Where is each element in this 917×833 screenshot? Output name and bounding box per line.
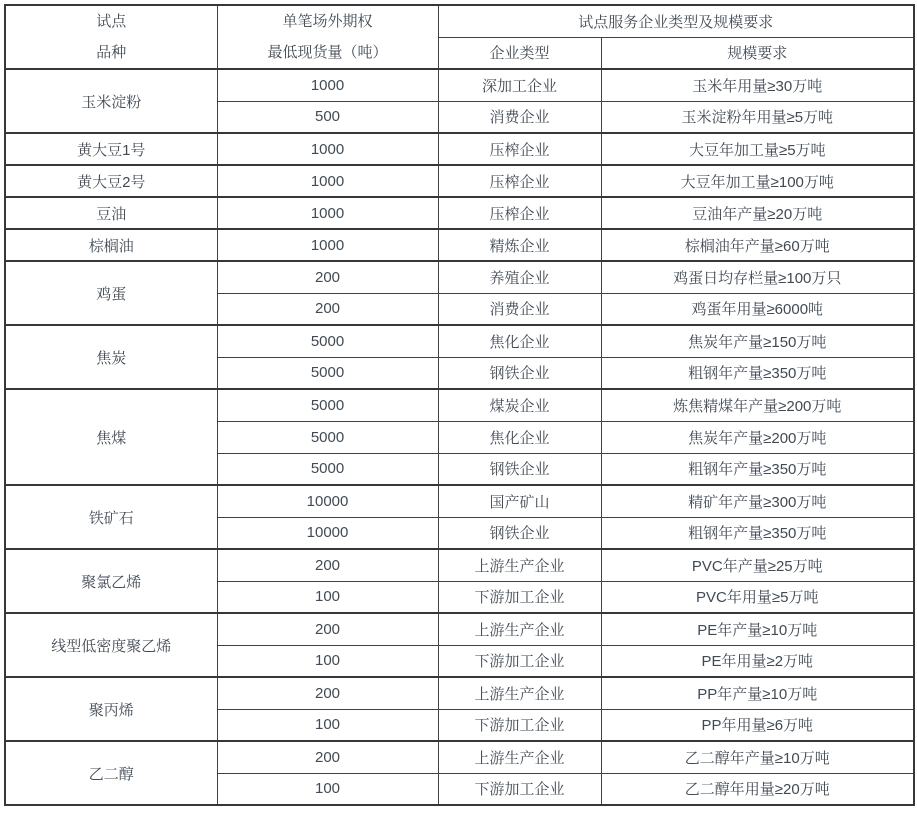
quantity-cell: 5000 <box>217 453 438 485</box>
product-cell: 聚氯乙烯 <box>5 549 217 613</box>
table-header <box>5 5 914 69</box>
enterprise-type-cell: 精炼企业 <box>438 229 601 261</box>
enterprise-type-cell: 压榨企业 <box>438 165 601 197</box>
enterprise-type-cell: 钢铁企业 <box>438 453 601 485</box>
enterprise-type-cell: 钢铁企业 <box>438 517 601 549</box>
requirement-cell: 玉米淀粉年用量≥5万吨 <box>601 101 914 133</box>
enterprise-type-cell: 压榨企业 <box>438 197 601 229</box>
requirement-cell: 粗钢年产量≥350万吨 <box>601 517 914 549</box>
requirement-cell: 乙二醇年产量≥10万吨 <box>601 741 914 773</box>
requirement-cell: 炼焦精煤年产量≥200万吨 <box>601 389 914 421</box>
requirement-cell: PP年产量≥10万吨 <box>601 677 914 709</box>
enterprise-type-cell: 钢铁企业 <box>438 357 601 389</box>
requirement-cell: PE年产量≥10万吨 <box>601 613 914 645</box>
quantity-cell: 5000 <box>217 421 438 453</box>
enterprise-type-cell: 国产矿山 <box>438 485 601 517</box>
product-cell: 豆油 <box>5 197 217 229</box>
table-row <box>5 229 914 261</box>
quantity-cell: 1000 <box>217 229 438 261</box>
requirement-cell: 大豆年加工量≥100万吨 <box>601 165 914 197</box>
requirement-cell: 精矿年产量≥300万吨 <box>601 485 914 517</box>
header-pilot-variety <box>5 5 217 69</box>
enterprise-type-cell: 压榨企业 <box>438 133 601 165</box>
requirement-cell: 鸡蛋日均存栏量≥100万只 <box>601 261 914 293</box>
product-cell: 棕榈油 <box>5 229 217 261</box>
quantity-cell: 10000 <box>217 485 438 517</box>
enterprise-type-cell: 下游加工企业 <box>438 581 601 613</box>
table-body <box>5 69 914 805</box>
quantity-cell: 5000 <box>217 357 438 389</box>
header-min-spot-quantity <box>217 5 438 69</box>
quantity-cell: 200 <box>217 741 438 773</box>
enterprise-type-cell: 上游生产企业 <box>438 741 601 773</box>
requirement-cell: 焦炭年产量≥150万吨 <box>601 325 914 357</box>
table-row <box>5 549 914 581</box>
table-row <box>5 261 914 293</box>
quantity-cell: 5000 <box>217 325 438 357</box>
header-min-spot-line1: 单笔场外期权 <box>282 13 373 30</box>
header-pilot-line1: 试点 <box>96 13 127 30</box>
header-enterprise-group: 试点服务企业类型及规模要求 <box>438 5 914 37</box>
enterprise-type-cell: 消费企业 <box>438 293 601 325</box>
enterprise-type-cell: 上游生产企业 <box>438 677 601 709</box>
table-row <box>5 485 914 517</box>
table-row <box>5 613 914 645</box>
table-row <box>5 741 914 773</box>
quantity-cell: 100 <box>217 773 438 805</box>
product-cell: 鸡蛋 <box>5 261 217 325</box>
requirement-cell: PP年用量≥6万吨 <box>601 709 914 741</box>
quantity-cell: 1000 <box>217 69 438 101</box>
requirement-cell: 焦炭年产量≥200万吨 <box>601 421 914 453</box>
requirement-cell: 粗钢年产量≥350万吨 <box>601 453 914 485</box>
table-row <box>5 389 914 421</box>
quantity-cell: 200 <box>217 261 438 293</box>
requirement-cell: 棕榈油年产量≥60万吨 <box>601 229 914 261</box>
header-pilot-line2: 品种 <box>96 44 127 61</box>
enterprise-type-cell: 下游加工企业 <box>438 709 601 741</box>
product-cell: 玉米淀粉 <box>5 69 217 133</box>
requirement-cell: 大豆年加工量≥5万吨 <box>601 133 914 165</box>
quantity-cell: 1000 <box>217 133 438 165</box>
quantity-cell: 200 <box>217 677 438 709</box>
quantity-cell: 200 <box>217 293 438 325</box>
enterprise-type-cell: 下游加工企业 <box>438 645 601 677</box>
table-row <box>5 197 914 229</box>
product-cell: 乙二醇 <box>5 741 217 805</box>
enterprise-type-cell: 深加工企业 <box>438 69 601 101</box>
enterprise-type-cell: 煤炭企业 <box>438 389 601 421</box>
enterprise-type-cell: 焦化企业 <box>438 325 601 357</box>
product-cell: 黄大豆2号 <box>5 165 217 197</box>
quantity-cell: 10000 <box>217 517 438 549</box>
enterprise-type-cell: 养殖企业 <box>438 261 601 293</box>
quantity-cell: 5000 <box>217 389 438 421</box>
quantity-cell: 100 <box>217 645 438 677</box>
requirement-cell: 玉米年用量≥30万吨 <box>601 69 914 101</box>
requirement-cell: 鸡蛋年用量≥6000吨 <box>601 293 914 325</box>
requirement-cell: PE年用量≥2万吨 <box>601 645 914 677</box>
product-cell: 焦炭 <box>5 325 217 389</box>
requirement-cell: 豆油年产量≥20万吨 <box>601 197 914 229</box>
product-cell: 聚丙烯 <box>5 677 217 741</box>
pilot-commodity-table <box>4 4 915 806</box>
product-cell: 线型低密度聚乙烯 <box>5 613 217 677</box>
table-row <box>5 165 914 197</box>
enterprise-type-cell: 焦化企业 <box>438 421 601 453</box>
quantity-cell: 100 <box>217 709 438 741</box>
quantity-cell: 500 <box>217 101 438 133</box>
product-cell: 黄大豆1号 <box>5 133 217 165</box>
header-min-spot-line2: 最低现货量（吨） <box>267 44 388 61</box>
enterprise-type-cell: 下游加工企业 <box>438 773 601 805</box>
table-row <box>5 677 914 709</box>
quantity-cell: 100 <box>217 581 438 613</box>
quantity-cell: 200 <box>217 549 438 581</box>
quantity-cell: 1000 <box>217 165 438 197</box>
requirement-cell: PVC年用量≥5万吨 <box>601 581 914 613</box>
header-enterprise-type: 企业类型 <box>438 37 601 69</box>
quantity-cell: 200 <box>217 613 438 645</box>
enterprise-type-cell: 上游生产企业 <box>438 613 601 645</box>
enterprise-type-cell: 消费企业 <box>438 101 601 133</box>
requirement-cell: 粗钢年产量≥350万吨 <box>601 357 914 389</box>
table-row <box>5 69 914 101</box>
quantity-cell: 1000 <box>217 197 438 229</box>
requirement-cell: PVC年产量≥25万吨 <box>601 549 914 581</box>
table-row <box>5 133 914 165</box>
product-cell: 焦煤 <box>5 389 217 485</box>
requirement-cell: 乙二醇年用量≥20万吨 <box>601 773 914 805</box>
enterprise-type-cell: 上游生产企业 <box>438 549 601 581</box>
product-cell: 铁矿石 <box>5 485 217 549</box>
table-row <box>5 325 914 357</box>
header-scale-requirement: 规模要求 <box>601 37 914 69</box>
